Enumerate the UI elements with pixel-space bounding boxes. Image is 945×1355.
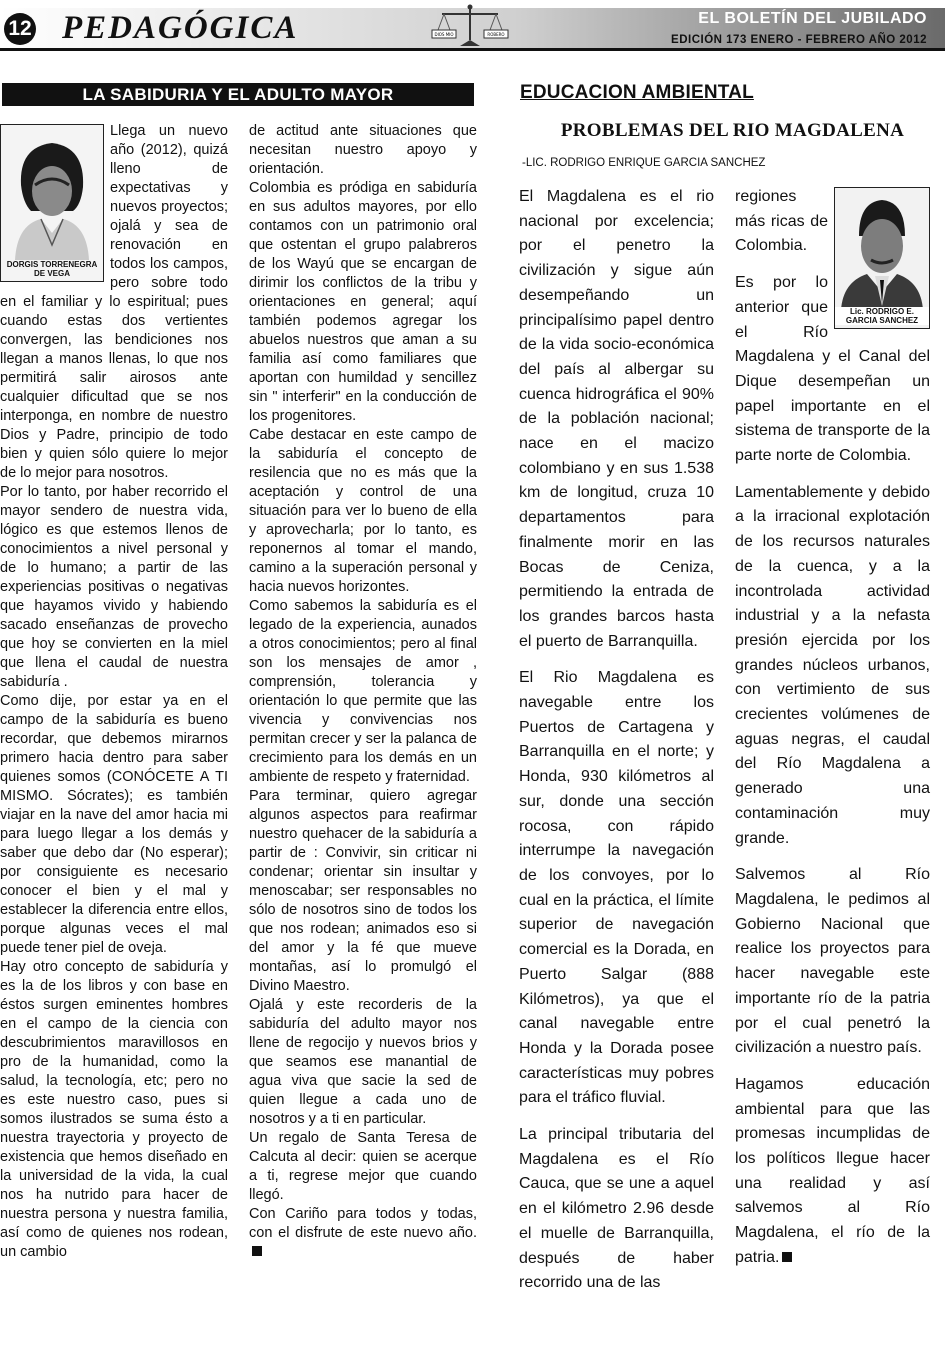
author-photo (0, 124, 104, 282)
paragraph: El Magdalena es el rio nacional por excelencia; por el penetro la civilización y sigue aún desempeñando un principalísimo papel dentro de la vida socio-económica del país al albergar su cuenca hidrográfica el 90% de la población nacional; nace en el macizo colombiano y en sus 1.538 km de longitud, cruza 10 departamentos para finalmente morir en las Bocas de Ceniza, permitiendo la entrada de los grandes barcos hasta el puerto de Barranquilla. (519, 188, 714, 650)
author-photo-caption: DORGIS TORRENEGRA DE VEGA (6, 260, 98, 278)
paragraph: Un regalo de Santa Teresa de Calcuta al decir: quien se acerque a ti, regrese mejor que cuando llegó. (249, 1130, 477, 1203)
paragraph: Cabe destacar en este campo de la sabiduría el concepto de resilencia que no es más que la aceptación y control de una situación para ver lo bueno de ella y aprovecharla; por lo tanto, es reponernos al tomar el mando, camino a la superación personal y hacia nuevos horizontes. (249, 427, 477, 595)
logo-left-text: DIOS MIO (434, 32, 454, 37)
paragraph: Salvemos al Río Magdalena, le pedimos al Gobierno Nacional que realice los proyectos para hacer navegable este importante río de la patria por el cual penetró la civilización a nuestro país. (735, 866, 930, 1057)
paragraph: regiones más ricas de Colombia. (735, 188, 828, 255)
paragraph: Llega un nuevo año (2012), quizá lleno de expectativas y nuevos proyectos; ojalá y sea de renovación en todos los campos, pero sobre todo en el familiar y lo espiritual; pues cuando estas dos vertientes convergen, las bendiciones nos llegan a manos llenas, lo que nos permitirá salir airosos ante cualquier dificultad que se nos interponga, en nombre de nuestro Dios y Padre, principio de todo bien y quien sólo quiere lo mejor de lo mejor para nosotros. (0, 123, 228, 481)
paragraph-text: Hagamos educación ambiental para que las promesas incumplidas de los políticos llegue hacer una realidad y así salvemos al Río Magdalena, el río de la patria. (735, 1075, 930, 1266)
left-article-column-1 (0, 122, 228, 1352)
paragraph: Es por lo anterior que el Río Magdalena y el Canal del Dique desempeñan un papel importante en el sistema de transporte de la parte norte de Colombia. (735, 274, 930, 465)
publication-name: EL BOLETÍN DEL JUBILADO (698, 10, 927, 27)
paragraph: Como dije, por estar ya en el campo de la sabiduría es bueno recordar, que debemos mirarnos primero hacia dentro para saber quienes somos (CONÓCETE A TI MISMO. Sócrates); es también viajar en la nave del amor hacia mi para luego llegar a los demás y saber que debo dar (No esperar); por consiguiente es necesario conocer el bien y el mal y establecer la diferencia entre ellos, porque algunas veces el mal puede tener piel de oveja. (0, 693, 228, 956)
right-article-subtitle: PROBLEMAS DEL RIO MAGDALENA (560, 120, 905, 141)
right-article-column-2 (735, 185, 930, 1350)
paragraph-final (735, 1073, 930, 1271)
paragraph: Hay otro concepto de sabiduría y es la de los libros y con base en éstos surgen eminentes hombres en el campo de la ciencia con descubrimientos maravillosos en pro de la humanidad, como la salud, la tecnología, etc; pero no es este nuestro caso, pues si somos ilustrados se suma ésto a nuestra trayectoria y proyecto de existencia que hemos diseñado en la universidad de la vida, la cual nos ha nutrido para hacer de nuestra persona y nuestra familia, así como de quienes nos rodean, un cambio (0, 959, 228, 1260)
paragraph: El Rio Magdalena es navegable entre los Puertos de Cartagena y Barranquilla en el norte; y Honda, 930 kilómetros al sur, donde una sección rocosa, con rápido interrumpe la navegación de los convoyes, por lo cual en la práctica, el límite superior de navegación comercial es la Dorada, en Puerto Salgar (888 Kilómetros), ya que el canal navegable entre Honda y la Dorada posee características muy pobres para el tráfico fluvial. (519, 669, 714, 1107)
author-photo (834, 187, 930, 329)
left-article-column-2 (249, 122, 477, 1352)
logo-right-text: ROBERO (487, 32, 505, 37)
paragraph: Lamentablemente y debido a la irracional explotación de los recursos naturales de la cuenca, y a la incontrolada actividad industrial y a la nefasta presión ejercida por los grandes núcleos urbanos, con vertimiento de sus crecientes volúmenes de aguas negras, el caudal del Río Magdalena a generado una contaminación muy grande. (735, 483, 930, 847)
section-title: PEDAGÓGICA (62, 10, 299, 46)
paragraph: Colombia es pródiga en sabiduría en sus adultos mayores, por ello contamos con un patrimonio oral que ostentan el grupo palabreros de los Wayú que se encargan de dirimir los conflictos de la tribu y orientaciones en general; aquí también podemos agregar los abuelos nuestros que aman a su familia así como familiares que aportan con humildad y sencillez sin " interferir" en la conducción de los progenitores. (249, 180, 477, 424)
right-article-column-1 (519, 185, 714, 1350)
end-mark-icon (252, 1246, 262, 1256)
left-article-title: LA SABIDURIA Y EL ADULTO MAYOR (2, 83, 474, 106)
paragraph: Ojalá y este recorderis de la sabiduría del adulto mayor nos llene de regocijo y nuevos brios y que seamos ese manantial de agua viva que sacie la sed de quien llegue a cada uno de nosotros y a ti en particular. (249, 997, 477, 1127)
page-header (0, 0, 945, 52)
paragraph-final (249, 1205, 477, 1262)
scale-of-justice-logo (430, 2, 510, 48)
right-article-title: EDUCACION AMBIENTAL (520, 82, 754, 103)
end-mark-icon (782, 1252, 792, 1262)
paragraph: Como sabemos la sabiduría es el legado de la experiencia, aunados a otros conocimientos; pero al final son los mensajes de amor , comprensión, tolerancia y orientación lo que permite que las vivencia y convivencias nos permitan crecer y ser la palanca de crecimiento para los demás en un ambiente de respeto y fraternidad. (249, 598, 477, 785)
page-number: 12 (4, 13, 36, 45)
edition-line: EDICIÓN 173 ENERO - FEBRERO AÑO 2012 (671, 34, 927, 46)
paragraph: Para terminar, quiero agregar algunos aspectos para reafirmar nuestro quehacer de la sabiduría a partir de : Convivir, sin criticar ni condenar; orientar sin insultar y menoscabar; ser responsables no sólo de nosotros sino de todos los que nos rodean; animados eso si del amor y la fé que mueve montañas, así lo promulgó el Divino Maestro. (249, 788, 477, 994)
byline: -LIC. RODRIGO ENRIQUE GARCIA SANCHEZ (522, 157, 766, 169)
author-photo-caption: Lic. RODRIGO E. GARCIA SANCHEZ (835, 307, 929, 325)
header-rule (0, 48, 945, 51)
paragraph-text: Con Cariño para todos y todas, con el disfrute de este nuevo año. (249, 1206, 477, 1241)
paragraph: Por lo tanto, por haber recorrido el mayor sendero de nuestra vida, lógico es que estemos llenos de conocimientos a nivel personal y de lo humano; a partir de las experiencias positivas o negativas que hayamos vivido y habiendo sacado enseñanzas de provecho que hoy se convierten en la miel que llena el caudal de nuestra sabiduría . (0, 484, 228, 690)
paragraph: de actitud ante situaciones que necesitan nuestro apoyo y orientación. (249, 123, 477, 177)
paragraph: La principal tributaria del Magdalena es el Río Cauca, que se une a aquel en el kilómetro 2.96 desde el muelle de Barranquilla, después de haber recorrido una de las (519, 1126, 714, 1292)
